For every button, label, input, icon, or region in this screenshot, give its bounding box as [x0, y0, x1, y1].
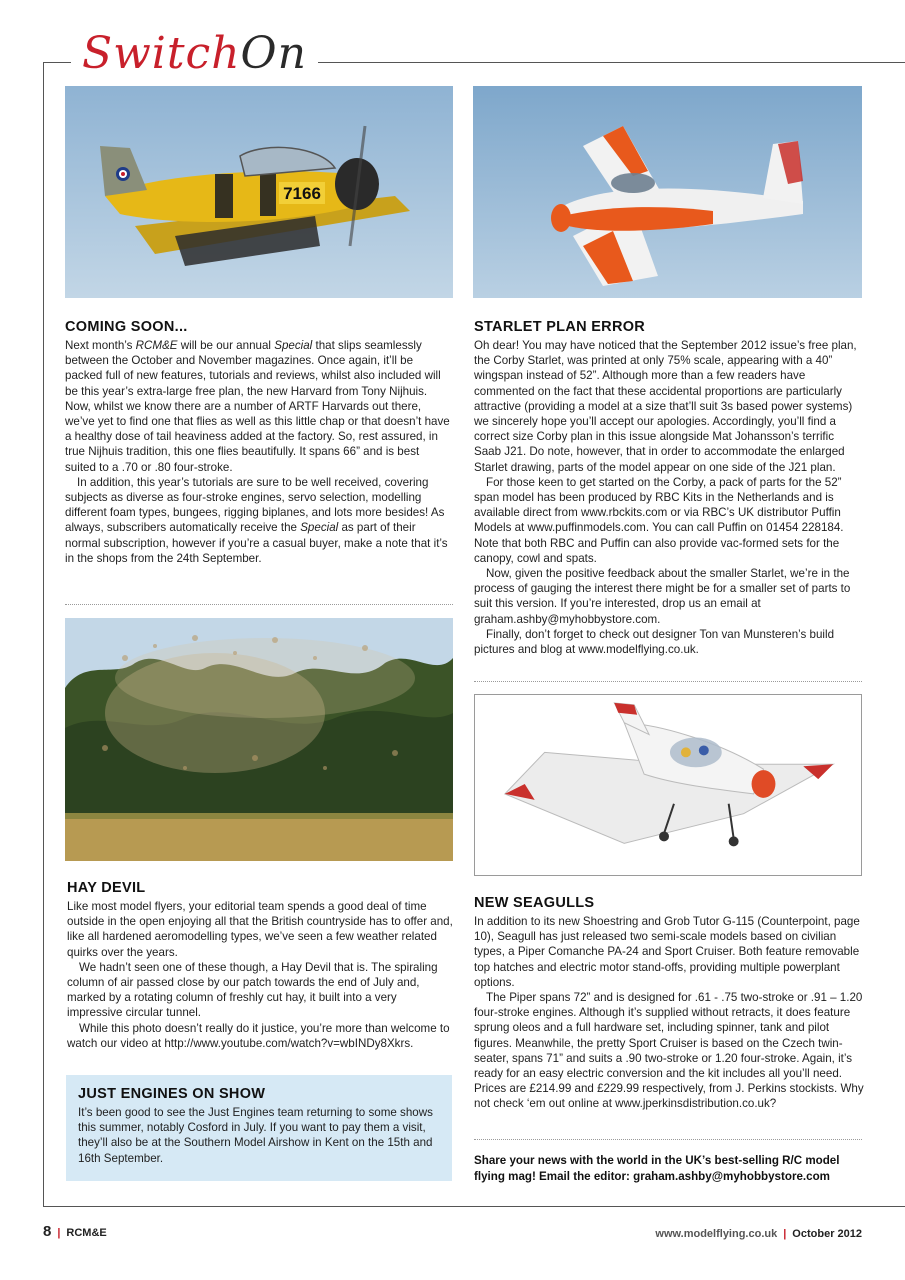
article-paragraph: In addition to its new Shoestring and Grob Tutor G-115 (Counterpoint, page 10), Seagull has just released two semi-scale models based on civilian types, a Piper Comanche PA-24 and Sport Cruiser. Both feature removable top hatches and electric motor stand-offs, providing multiple powerplant options. [474, 915, 860, 989]
sport-cruiser-photo [474, 694, 862, 876]
article-paragraph: We hadn’t seen one of these though, a Hay Devil that is. The spiraling column of air passed close by our patch towards the end of July and, marked by a rotating column of freshly cut hay, it built into a very impressive circular tunnel. [67, 960, 438, 1020]
website-link[interactable]: www.modelflying.co.uk [655, 1228, 778, 1240]
section-logo [82, 24, 307, 84]
folio-left [43, 1224, 107, 1241]
folio-separator: | [57, 1227, 61, 1239]
folio-right [655, 1226, 862, 1242]
frame-rule-left [43, 62, 44, 1207]
article-paragraph: The Piper spans 72” and is designed for .61 - .75 two-stroke or .91 – 1.20 four-stroke engines. Although it’s supplied without retracts, it does feature sprung oleos and a full hardware set, including spinner, tank and pilot figures. Meanwhile, the pretty Sport Cruiser is based on the Czech twin-seater, spans 71” and suits a .90 two-stroke or 1.20 four-stroke. Again, it’s ready for an easy electric conversion and the kit includes all you’ll need. Prices are £214.99 and £229.99 respectively, from J. Perkins stockists. Why not check ‘em out online at www.jperkinsdistribution.co.uk? [474, 991, 864, 1111]
article-paragraph: Oh dear! You may have noticed that the September 2012 issue’s free plan, the Corby Starlet, was printed at only 75% scale, appearing with a 40” wingspan instead of 52”. Although more than a few readers have commented on the fact that these accidental proportions are particularly attractive (providing a model at a size that’ll suit 3s based power systems) we sincerely hope you’ll accept our apologies. Accordingly, you’ll find a correct size Corby plan in this issue alongside Mat Johansson’s terrific Saab J21. Do note, however, that in order to accommodate the enlarged Starlet drawing, parts of the model appear on one side of the J21 plan. [474, 339, 857, 474]
divider [474, 1139, 862, 1140]
article-paragraph: Now, given the positive feedback about the smaller Starlet, we’re in the process of gauging the interest there might be for a smaller set of parts to suit this version. If you’re interested, drop us an email at graham.ashby@myhobbystore.com. [474, 567, 851, 626]
article-starlet-plan-error [474, 318, 862, 657]
article-paragraph: It’s been good to see the Just Engines team returning to some shows this summer, notably Cosford in July. If you want to pay them a visit, they’ll also be at the Southern Model Airshow in Kent on the 15th and 16th September. [78, 1106, 433, 1165]
frame-rule-top-right [318, 62, 905, 63]
magazine-name: RCM&E [66, 1227, 107, 1239]
share-news-note: Share your news with the world in the UK’s best-selling R/C model flying mag! Email the editor: graham.ashby@myhobbystore.com [474, 1154, 840, 1183]
issue-date: October 2012 [792, 1228, 862, 1240]
article-paragraph: In addition, this year’s tutorials are sure to be well received, covering subjects as diverse as four-stroke engines, servo selection, modelling different foam types, bungees, rigging biplanes, and lots more besides! As always, subscribers automatically receive the Special as part of their normal subscription, however if you’re a casual buyer, make a note that it’s in the shops from the 24th September. [65, 475, 448, 565]
starlet-photo [473, 86, 862, 298]
hay-devil-photo [65, 618, 453, 861]
article-new-seagulls [474, 894, 864, 1112]
folio-separator: | [783, 1228, 787, 1240]
box-just-engines [66, 1075, 452, 1181]
article-paragraph: Finally, don’t forget to check out designer Ton van Munsteren’s build pictures and blog at www.modelflying.co.uk. [474, 627, 835, 657]
article-title: STARLET PLAN ERROR [474, 319, 646, 335]
frame-rule-bottom [43, 1206, 905, 1207]
article-title: HAY DEVIL [67, 880, 146, 896]
article-coming-soon [65, 318, 453, 566]
article-hay-devil [67, 879, 453, 1051]
article-paragraph: Next month’s RCM&E will be our annual Special that slips seamlessly between the October and November magazines. Once again, it’ll be packed full of new features, tutorials and reviews, whilst also included will be this year’s extra-large free plan, the new Harvard from Tony Nijhuis. Now, whilst we know there are a number of ARTF Harvards out there, we’ve yet to find one that flies as well as this little chap or that doesn’t have a healthy dose of tail heaviness added at the factory. So, rest assured, in true Nijhuis tradition, this one flies beautifully. It spans 66” and is best suited to a .70 or .80 four-stroke. [65, 339, 450, 474]
divider [474, 681, 862, 682]
logo-part-on: On [240, 28, 307, 79]
harvard-nose-number: 7166 [283, 184, 321, 203]
article-title: NEW SEAGULLS [474, 895, 595, 911]
article-title: COMING SOON... [65, 319, 188, 335]
logo-part-switch: Switch [82, 28, 241, 79]
article-paragraph: While this photo doesn’t really do it justice, you’re more than welcome to watch our video at http://www.youtube.com/watch?v=wbINDy8Xkrs. [67, 1021, 450, 1050]
divider [65, 604, 453, 605]
article-title: JUST ENGINES ON SHOW [78, 1086, 266, 1102]
harvard-photo [65, 86, 453, 298]
article-paragraph: For those keen to get started on the Corby, a pack of parts for the 52” span model has been produced by RBC Kits in the Netherlands and is available direct from www.rbckits.com or via RBC’s UK distributor Puffin Models at www.puffinmodels.com. You can call Puffin on 01454 228184. Note that both RBC and Puffin can also provide vac-formed sets for the canopy, cowl and spats. [474, 475, 844, 565]
article-paragraph: Like most model flyers, your editorial team spends a good deal of time outside in the open enjoying all that the British countryside has to offer and, like all hardened aeromodelling types, we’ve seen a few weather related quirks over the years. [67, 900, 453, 959]
page-number: 8 [43, 1223, 52, 1240]
frame-rule-top-left [43, 62, 71, 63]
